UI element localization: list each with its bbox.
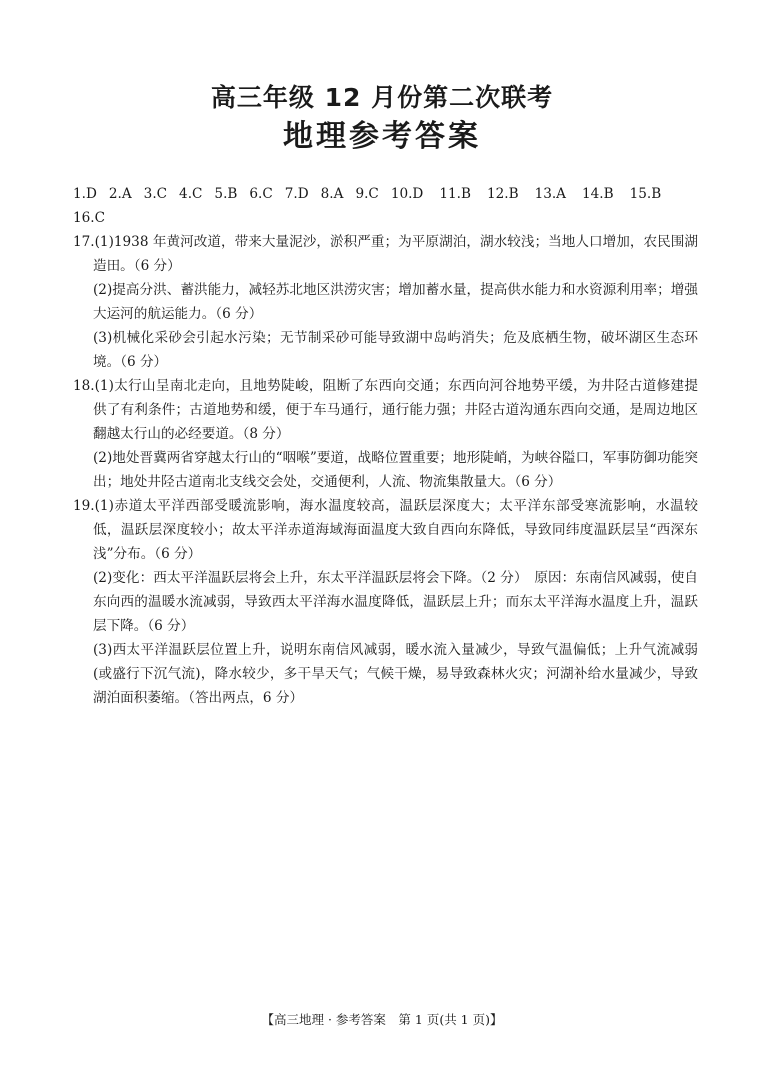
question-number: 19. (73, 498, 95, 514)
mc-answer: 12.B (486, 186, 519, 202)
answer-text: (1)1938 年黄河改道，带来大量泥沙，淤积严重；为平原湖泊，湖水较浅；当地人口增加，农民围湖造田。（6 分） (93, 234, 698, 274)
question-18-part-1 (73, 374, 698, 446)
mc-answer: 11.B (439, 186, 471, 202)
question-19 (73, 494, 698, 710)
question-17-part-1 (73, 230, 698, 278)
mc-answer: 3.C (143, 186, 168, 202)
question-19-part-1 (73, 494, 698, 566)
question-17 (73, 230, 698, 374)
question-17-part-3: (3)机械化采砂会引起水污染；无节制采砂可能导致湖中岛屿消失；危及底栖生物，破坏湖区生态环境。（6 分） (93, 330, 698, 370)
mc-answer: 2.A (108, 186, 132, 202)
multiple-choice-answers (73, 182, 698, 230)
mc-answer: 10.D (390, 186, 424, 202)
mc-answer: 5.B (214, 186, 238, 202)
answer-content (73, 182, 698, 710)
answer-key-title: 地理参考答案 (283, 119, 481, 154)
mc-answer: 16.C (73, 210, 106, 226)
mc-answer: 15.B (629, 186, 662, 202)
question-number: 18. (73, 378, 95, 394)
page-footer: 【高三地理 · 参考答案 第 1 页(共 1 页)】 (261, 1012, 503, 1027)
question-19-part-2: (2)变化：西太平洋温跃层将会上升，东太平洋温跃层将会下降。（2 分） 原因：东南信风减弱，使自东向西的温暖水流减弱，导致西太平洋海水温度降低，温跃层上升；而东太平洋海水温度上升，温跃层下降。（6 分） (93, 570, 698, 634)
answer-text: (1)太行山呈南北走向，且地势陡峻，阻断了东西向交通；东西向河谷地势平缓，为井陉古道修建提供了有利条件；古道地势和缓，便于车马通行，通行能力强；井陉古道沟通东西向交通，是周边地区翻越太行山的必经要道。（8 分） (93, 378, 698, 442)
mc-answer: 1.D (73, 186, 97, 202)
mc-answer: 13.A (534, 186, 566, 202)
question-number: 17. (73, 234, 95, 250)
mc-answer: 14.B (582, 186, 614, 202)
exam-title: 高三年级 12 月份第二次联考 (210, 83, 554, 112)
answer-text: (1)赤道太平洋西部受暖流影响，海水温度较高，温跃层深度大；太平洋东部受寒流影响，水温较低，温跃层深度较小；故太平洋赤道海域海面温度大致自西向东降低，导致同纬度温跃层呈“西深东浅”分布。（6 分） (93, 498, 698, 562)
question-18 (73, 374, 698, 494)
mc-answer: 6.C (249, 186, 273, 202)
mc-answer: 9.C (355, 186, 379, 202)
question-17-part-2: (2)提高分洪、蓄洪能力，减轻苏北地区洪涝灾害；增加蓄水量，提高供水能力和水资源利用率；增强大运河的航运能力。（6 分） (93, 282, 698, 322)
mc-answer: 8.A (320, 186, 344, 202)
mc-answer: 4.C (179, 186, 203, 202)
mc-answer: 7.D (284, 186, 309, 202)
question-18-part-2: (2)地处晋冀两省穿越太行山的“咽喉”要道，战略位置重要；地形陡峭，为峡谷隘口，军事防御功能突出；地处井陉古道南北支线交会处，交通便利，人流、物流集散量大。（6 分） (93, 450, 698, 490)
question-19-part-3: (3)西太平洋温跃层位置上升，说明东南信风减弱，暖水流入量减少，导致气温偏低；上升气流减弱(或盛行下沉气流)，降水较少，多干旱天气；气候干燥，易导致森林火灾；河湖补给水量减少，导致湖泊面积萎缩。（答出两点，6 分） (93, 642, 698, 706)
